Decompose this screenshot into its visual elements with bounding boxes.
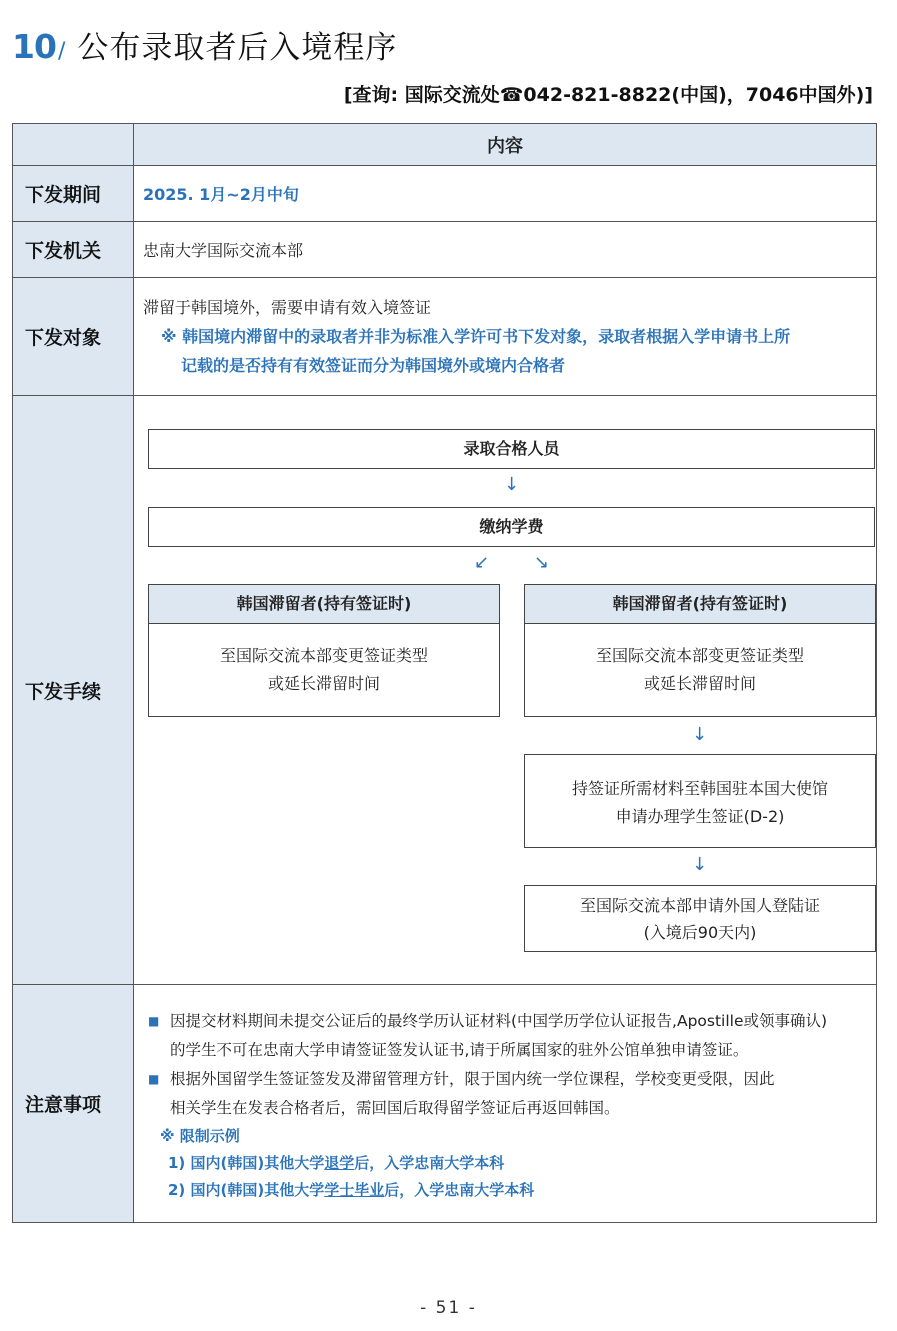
example-1-suffix: 后，入学忠南大学本科 (354, 1154, 505, 1172)
page-number: - 51 - (420, 1298, 477, 1318)
flow-branch-left-line2: 或延长滞留时间 (267, 674, 380, 693)
header-blank-cell (13, 124, 134, 166)
contact-info: [查询: 国际交流处☎042-821-8822(中国)，7046中国外)] (343, 84, 873, 106)
note-2-line1: 根据外国留学生签证签发及滞留管理方针，限于国内统一学位课程，学校变更受限，因此 (170, 1070, 775, 1088)
flow-branch-right-line1: 至国际交流本部变更签证类型 (595, 646, 804, 665)
flow-step-embassy-line2: 申请办理学生签证(D-2) (615, 807, 785, 826)
flow-branch-right-line2: 或延长滞留时间 (643, 674, 756, 693)
note-1-line1: 因提交材料期间未提交公证后的最终学历认证材料(中国学历学位认证报告,Apostille或领事确认) (170, 1012, 828, 1030)
flow-step-embassy-visa (524, 754, 876, 848)
flow-branch-left-head: 韩国滞留者(持有签证时) (149, 585, 499, 624)
target-value (134, 278, 877, 396)
flow-branch-left (148, 584, 500, 717)
section-heading (12, 22, 397, 67)
note-2-line2: 相关学生在发表合格者后，需回国后取得留学签证后再返回韩国。 (170, 1099, 620, 1117)
agency-value: 忠南大学国际交流本部 (134, 222, 877, 278)
note-item-1 (148, 1007, 864, 1065)
section-number: 10 (12, 27, 56, 66)
info-table (12, 123, 877, 1223)
flow-branch-left-line1: 至国际交流本部变更签证类型 (219, 646, 428, 665)
example-2-prefix: 2) 国内(韩国)其他大学 (168, 1181, 325, 1199)
procedure-flowchart (134, 396, 876, 984)
flow-step-admitted: 录取合格人员 (148, 429, 875, 469)
note-bullet-icon: ■ (148, 1072, 160, 1086)
notes-content (134, 985, 877, 1223)
flow-arrow-right: ↘ (534, 552, 550, 573)
example-1-prefix: 1) 国内(韩国)其他大学 (168, 1154, 325, 1172)
flow-branch-right (524, 584, 876, 717)
example-1-underlined: 退学 (324, 1154, 355, 1172)
procedure-flow-cell (134, 396, 877, 985)
period-value: 2025. 1月~2月中旬 (134, 166, 877, 222)
flow-step-registration-line2: (入境后90天内) (643, 923, 757, 942)
example-title: ※ 限制示例 (160, 1127, 240, 1145)
flow-arrow-down-3: ↓ (692, 854, 708, 875)
section-title: 公布录取者后入境程序 (77, 30, 398, 66)
flow-step-alien-registration (524, 885, 876, 952)
note-1-line2: 的学生不可在忠南大学申请签证签发认证书,请于所属国家的驻外公馆单独申请签证。 (170, 1041, 749, 1059)
flow-step-embassy-line1: 持签证所需材料至韩国驻本国大使馆 (571, 779, 828, 798)
example-1 (160, 1150, 864, 1177)
restriction-examples (148, 1123, 864, 1204)
flow-step-tuition: 缴纳学费 (148, 507, 875, 547)
example-2-suffix: 后，入学忠南大学本科 (384, 1181, 535, 1199)
section-slash: / (57, 39, 66, 64)
note-item-2 (148, 1065, 864, 1123)
agency-label: 下发机关 (13, 222, 134, 278)
flow-step-registration-line1: 至国际交流本部申请外国人登陆证 (579, 896, 820, 915)
table-header-content: 内容 (134, 124, 877, 166)
note-bullet-icon: ■ (148, 1014, 160, 1028)
flow-branch-right-head: 韩国滞留者(持有签证时) (525, 585, 875, 624)
flow-arrow-down-2: ↓ (692, 724, 708, 745)
example-2-underlined: 学士毕业 (324, 1181, 385, 1199)
target-label: 下发对象 (13, 278, 134, 396)
flow-arrow-down-1: ↓ (504, 474, 520, 495)
target-note-line1: ※ 韩国境内滞留中的录取者并非为标准入学许可书下发对象，录取者根据入学申请书上所 (161, 327, 791, 346)
flow-arrow-left: ↙ (474, 552, 490, 573)
procedure-label: 下发手续 (13, 396, 134, 985)
period-label: 下发期间 (13, 166, 134, 222)
target-note-line2: 记载的是否持有有效签证而分为韩国境外或境内合格者 (181, 356, 566, 375)
target-line: 滞留于韩国境外，需要申请有效入境签证 (143, 298, 432, 317)
notes-label: 注意事项 (13, 985, 134, 1223)
example-2 (160, 1177, 864, 1204)
